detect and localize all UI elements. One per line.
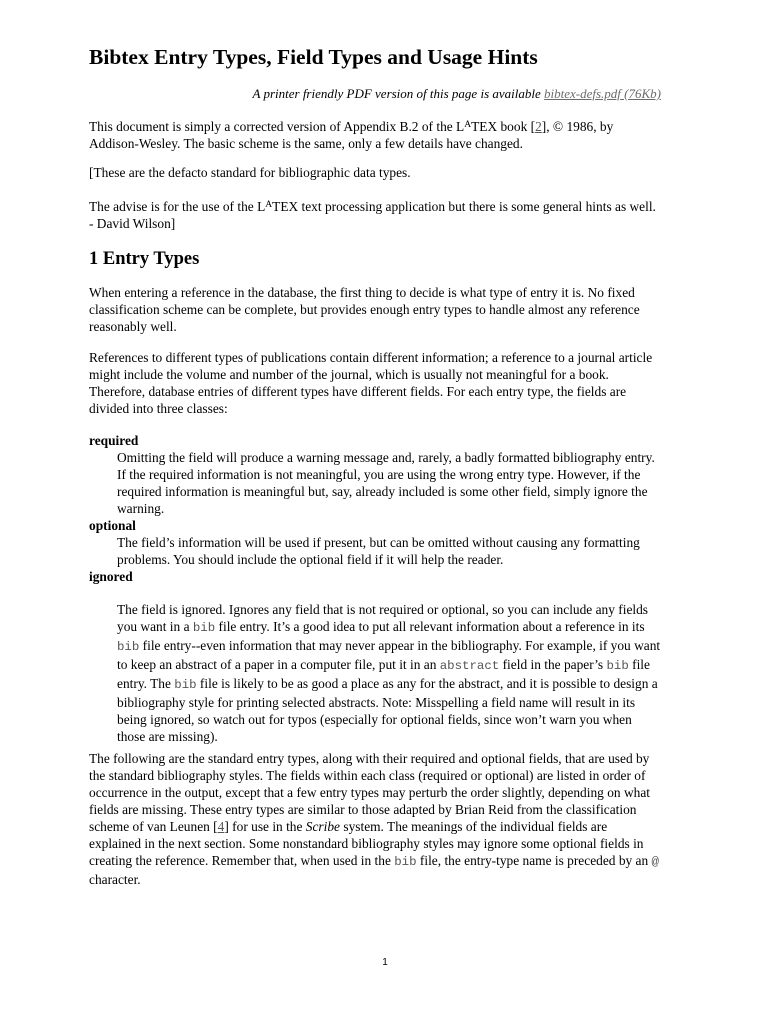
section1-paragraph-1: When entering a reference in the database, the first thing to decide is what type of entry it is. No fixed classification scheme can be complete, but provides enough entry types to handle almost any reference reasonably well. xyxy=(89,285,640,334)
definition-optional: The field’s information will be used if present, but can be omitted without causing any formatting problems. You should include the optional field if it will help the reader. xyxy=(117,535,640,567)
definition-ignored: The field is ignored. Ignores any field that is not required or optional, so you can include any fields you want in a bib file entry. It’s a good idea to put all relevant information about a reference in its bib file entry--even information that may never appear in the bibliography. For example, if you want to keep an abstract of a paper in a computer file, put it in an abstract field in the paper’s bib file entry. The bib file is likely to be as good a place as any for the abstract, and it is possible to design a bibliography style for printing selected abstracts. Note: Misspelling a field name will result in its being ignored, so watch out for typos (especially for optional fields, since won’t warn you when those are missing). xyxy=(117,602,661,744)
section-heading-entry-types: 1 Entry Types xyxy=(89,249,200,269)
section1-paragraph-3: The following are the standard entry types, along with their required and optional fields, that are used by the standard bibliography styles. The fields within each class (required or optional) are listed in order of occurrence in the output, except that a few entry types may perturb the order slightly, depending on what fields are missing. These entry types are similar to those adapted by Brian Reid from the classification scheme of van Leunen [4] for use in the Scribe system. The meanings of the individual fields are explained in the next section. Some nonstandard bibliography styles may ignore some optional fields in creating the reference. Remember that, when used in the bib file, the entry-type name is preceded by an @ character. xyxy=(89,751,659,887)
citation-link-2[interactable]: 2 xyxy=(535,119,542,134)
field-classes-list xyxy=(89,432,661,745)
section1-paragraph-2: References to different types of publications contain different information; a reference to a journal article might include the volume and number of the journal, which is usually not meaningful for a book. Therefore, database entries of different types have different fields. For each entry type, the fields are divided into three classes: xyxy=(89,350,653,416)
pdf-note xyxy=(89,86,661,102)
term-required: required xyxy=(89,433,139,448)
intro-paragraph-2: [These are the defacto standard for bibliographic data types. xyxy=(89,165,411,180)
term-ignored: ignored xyxy=(89,569,133,584)
term-optional: optional xyxy=(89,518,136,533)
pdf-note-text: A printer friendly PDF version of this page is available xyxy=(252,86,541,101)
definition-required: Omitting the field will produce a warning message and, rarely, a badly formatted bibliography entry. If the required information is not meaningful, you are using the wrong entry type. However, if the required information is meaningful but, say, already included is some other field, simply ignore the warning. xyxy=(117,450,655,516)
intro-paragraph-3: The advise is for the use of the $L^ATEX$ text processing application but there is some general hints as well. - David Wilson] xyxy=(89,199,656,231)
citation-link-4[interactable]: 4 xyxy=(217,819,225,834)
page-title: Bibtex Entry Types, Field Types and Usage Hints xyxy=(89,45,538,69)
latex-superscript: A xyxy=(265,200,273,210)
intro-paragraph-1: This document is simply a corrected version of Appendix B.2 of the $L^ATEX$ book [2], © 1986, by Addison-Wesley. The basic scheme is the same, only a few details have changed. xyxy=(89,119,614,151)
scribe-term: Scribe xyxy=(305,819,341,834)
pdf-download-link[interactable]: bibtex-defs.pdf (76Kb) xyxy=(544,86,661,101)
page-number: 1 xyxy=(382,957,388,968)
latex-superscript: A xyxy=(464,120,472,130)
